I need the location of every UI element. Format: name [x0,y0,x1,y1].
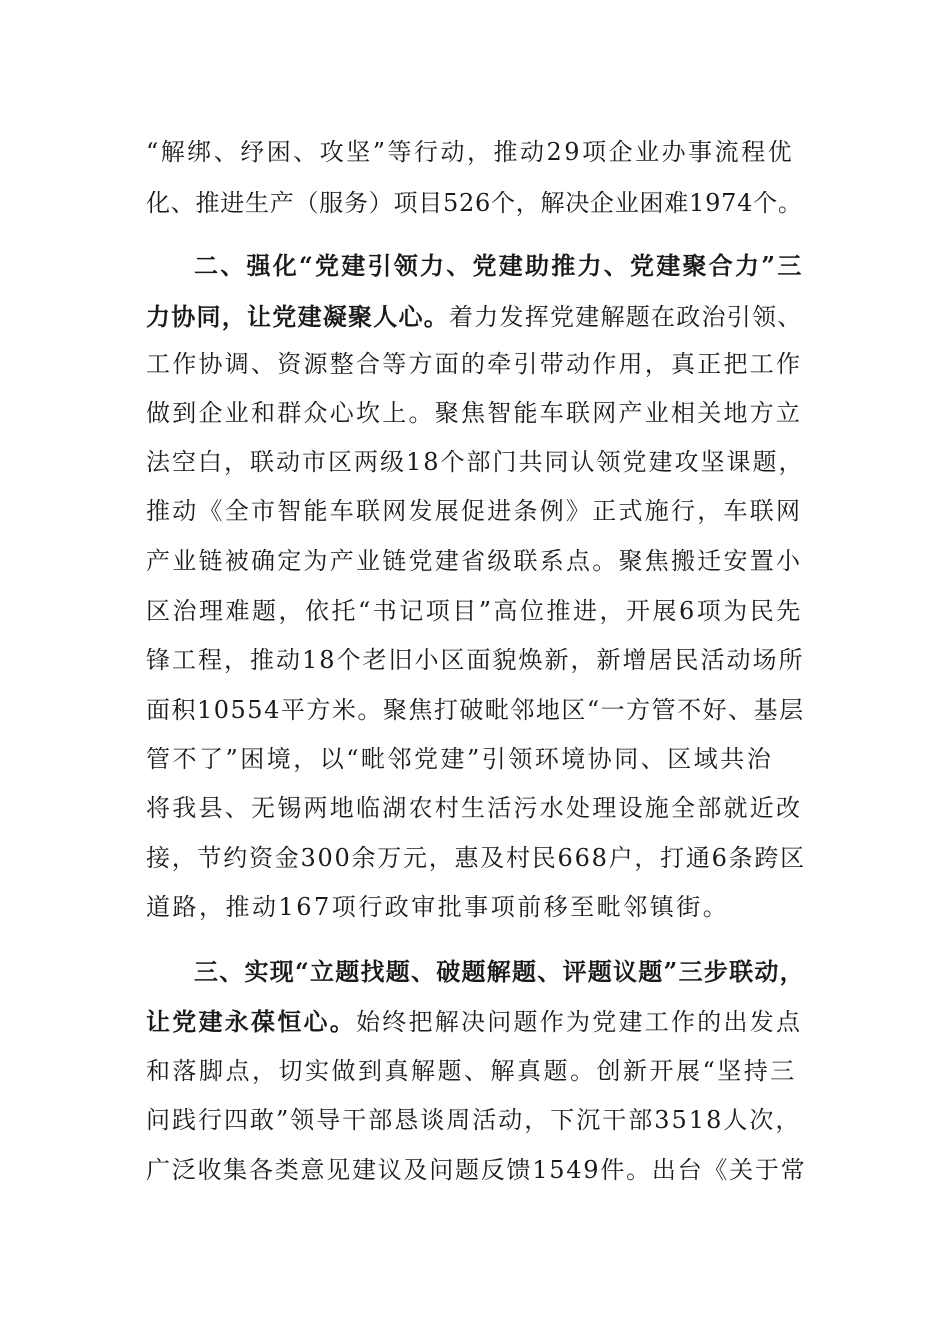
paragraph3-heading-line1: 三、实现“立题找题、破题解题、评题议题”三步联动， [194,957,805,986]
paragraph2-line5: 法空白，联动市区两级18个部门共同认领党建攻坚课题， [146,448,805,476]
paragraph2-heading-line2: 力协同，让党建凝聚人心。 [146,302,449,331]
paragraph2-line14: 道路，推动167项行政审批事项前移至毗邻镇街。 [146,893,730,921]
paragraph3-line5: 广泛收集各类意见建议及问题反馈1549件。出台《关于常 [146,1156,807,1184]
paragraph2-line7: 产业链被确定为产业链党建省级联系点。聚焦搬迁安置小 [146,547,803,575]
paragraph2-line9: 锋工程，推动18个老旧小区面貌焕新，新增居民活动场所 [146,646,805,674]
paragraph2-line6: 推动《全市智能车联网发展促进条例》正式施行，车联网 [146,497,803,525]
paragraph3-line4: 问践行四敢”领导干部恳谈周活动，下沉干部3518人次， [146,1106,802,1134]
paragraph3-line3: 和落脚点，切实做到真解题、解真题。创新开展“坚持三 [146,1057,797,1085]
paragraph2-line4: 做到企业和群众心坎上。聚焦智能车联网产业相关地方立 [146,399,803,427]
paragraph2-line2-rest: 着力发挥党建解题在政治引领、 [449,303,803,331]
paragraph2-line8: 区治理难题，依托“书记项目”高位推进，开展6项为民先 [146,597,803,625]
paragraph2-line11: 管不了”困境，以“毗邻党建”引领环境协同、区域共治 [146,745,774,773]
paragraph2-line12: 将我县、无锡两地临湖农村生活污水处理设施全部就近改 [146,794,803,822]
paragraph2-line10: 面积10554平方米。聚焦打破毗邻地区“一方管不好、基层 [146,696,805,724]
paragraph2-line2 [146,299,806,335]
paragraph1-line1: “解绑、纾困、攻坚”等行动，推动29项企业办事流程优 [146,138,795,166]
paragraph3-line2-rest: 始终把解决问题作为党建工作的出发点 [356,1008,803,1036]
paragraph3-heading-line2: 让党建永葆恒心。 [146,1007,356,1036]
paragraph2-line3: 工作协调、资源整合等方面的牵引带动作用，真正把工作 [146,350,803,378]
paragraph2-line13: 接，节约资金300余万元，惠及村民668户，打通6条跨区 [146,844,806,872]
paragraph3-line2 [146,1004,806,1040]
paragraph1-line2: 化、推进生产（服务）项目526个，解决企业困难1974个。 [146,189,803,217]
paragraph2-heading-line1: 二、强化“党建引领力、党建助推力、党建聚合力”三 [194,251,804,280]
